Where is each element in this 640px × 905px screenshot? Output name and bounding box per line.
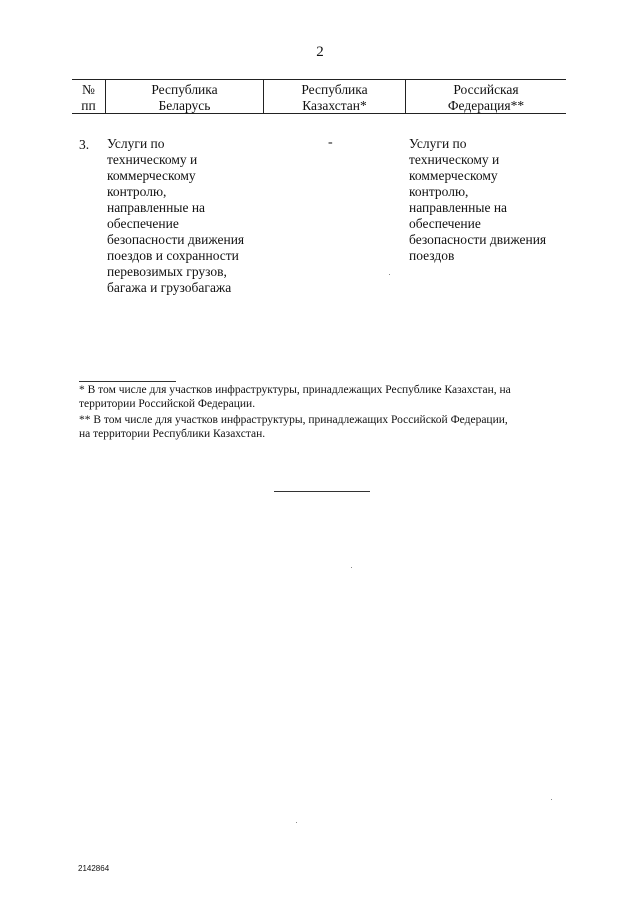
- table-top-rule: [72, 79, 566, 80]
- footnote-russia: ** В том числе для участков инфраструктуры, принадлежащих Российской Федерации, на территории Республики Казахстан.: [79, 414, 508, 440]
- scan-speck: [551, 799, 552, 800]
- cell-kazakhstan: -: [328, 135, 333, 150]
- header-belarus: Республика Беларусь: [151, 82, 218, 113]
- footnote-kazakhstan: * В том числе для участков инфраструктуры, принадлежащих Республике Казахстан, на территории Российской Федерации.: [79, 384, 511, 410]
- document-code: 2142864: [78, 864, 110, 873]
- scan-speck: [351, 567, 352, 568]
- row-number: 3.: [79, 137, 90, 152]
- page-number: 2: [316, 44, 324, 60]
- end-of-document-rule: [274, 491, 370, 492]
- header-number: № пп: [81, 82, 96, 113]
- cell-russia: Услуги по техническому и коммерческому контролю, направленные на обеспечение безопасности движения поездов: [409, 136, 547, 263]
- table-header-rule: [72, 113, 566, 114]
- scan-speck: [389, 274, 390, 275]
- scan-speck: [296, 822, 297, 823]
- footnote-separator: [79, 381, 176, 382]
- header-russia: Российская Федерация**: [447, 82, 525, 113]
- header-kazakhstan: Республика Казахстан*: [301, 82, 368, 113]
- cell-belarus: Услуги по техническому и коммерческому контролю, направленные на обеспечение безопасности движения поездов и сохранности перевозимых грузов, багажа и грузобагажа: [107, 136, 245, 295]
